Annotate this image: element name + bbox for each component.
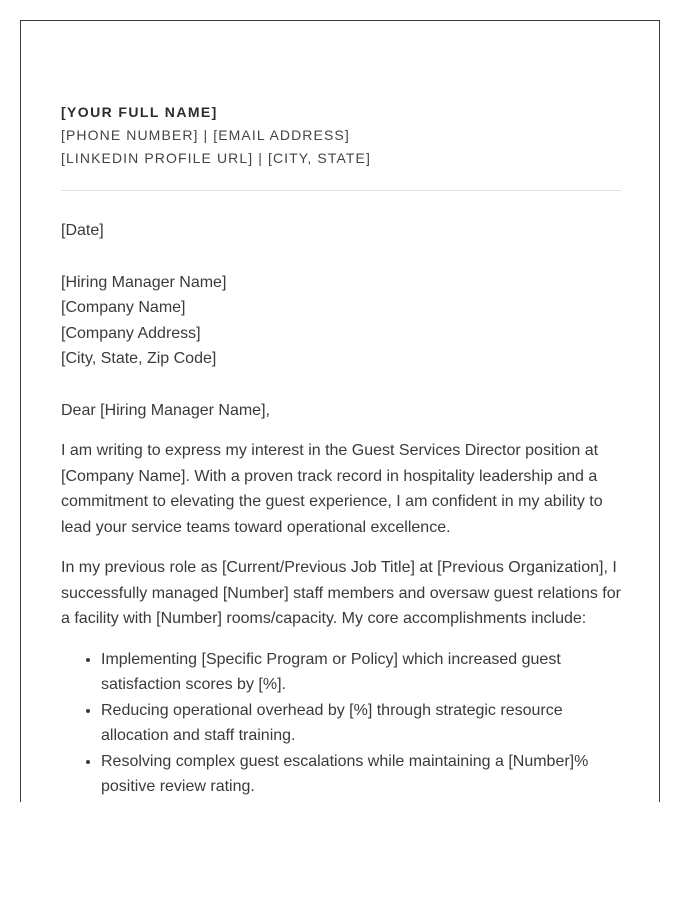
letter-header <box>61 101 621 170</box>
recipient-company-name: [Company Name] <box>61 299 186 316</box>
recipient-city-state-zip: [City, State, Zip Code] <box>61 350 217 367</box>
letter-content <box>61 101 621 800</box>
list-item: • Resolving complex guest escalations while maintaining a [Number]% positive review rating. <box>101 749 621 800</box>
paragraph-intro: I am writing to express my interest in the Guest Services Director position at [Company Name]. With a proven track record in hospitality leadership and a commitment to elevating the guest experience, I am confident in my ability to lead your service teams toward operational excellence. <box>61 442 603 536</box>
list-item: • Implementing [Specific Program or Policy] which increased guest satisfaction scores by [%]. <box>101 647 621 698</box>
list-item: • Reducing operational overhead by [%] through strategic resource allocation and staff training. <box>101 698 621 749</box>
letter-body <box>61 218 621 800</box>
header-divider <box>61 190 621 191</box>
letter-page <box>20 20 660 802</box>
salutation: Dear [Hiring Manager Name], <box>61 401 270 419</box>
accomplishments-list <box>61 647 621 800</box>
contact-line-phone-email: [PHONE NUMBER] | [EMAIL ADDRESS] <box>61 127 350 143</box>
recipient-block <box>61 270 621 372</box>
paragraph-experience: In my previous role as [Current/Previous Job Title] at [Previous Organization], I successfully managed [Number] staff members and oversaw guest relations for a facility with [Number] rooms/capacity. My core accomplishments include: <box>61 559 621 627</box>
contact-line-linkedin-location: [LINKEDIN PROFILE URL] | [CITY, STATE] <box>61 150 371 166</box>
applicant-name: [YOUR FULL NAME] <box>61 104 218 120</box>
letter-date: [Date] <box>61 222 104 239</box>
recipient-company-address: [Company Address] <box>61 324 201 342</box>
recipient-manager-name: [Hiring Manager Name] <box>61 273 227 291</box>
